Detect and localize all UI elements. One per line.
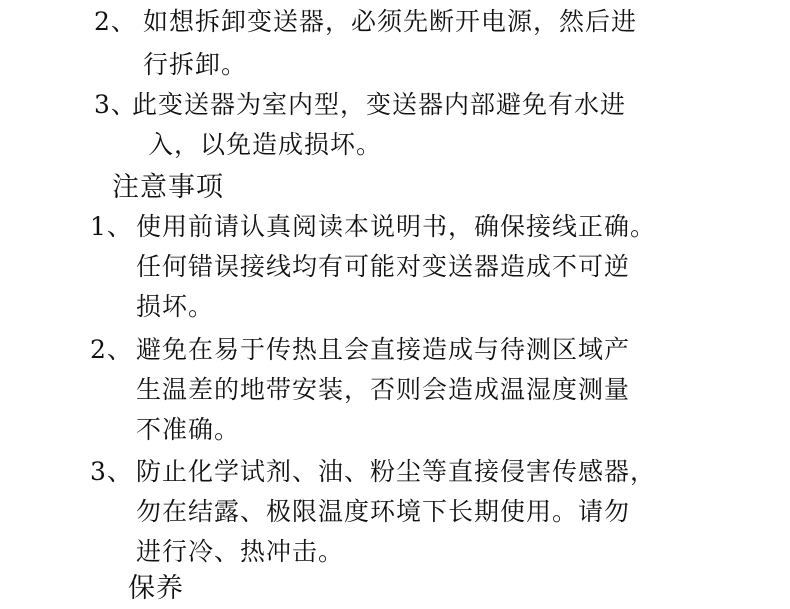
item-text-line: 行拆卸。 — [143, 50, 248, 79]
item-text-line: 避免在易于传热且会直接造成与待测区域产 — [136, 335, 631, 364]
item-text-line: 任何错误接线均有可能对变送器造成不可逆 — [136, 252, 631, 281]
item-text-line: 进行冷、热冲击。 — [136, 537, 345, 566]
item-text-line: 使用前请认真阅读本说明书，确保接线正确。 — [136, 212, 657, 241]
item-number: 2、 — [94, 7, 137, 36]
item-text-line: 生温差的地带安装，否则会造成温湿度测量 — [136, 375, 631, 404]
section-heading: 保养 — [128, 573, 184, 604]
item-text-line: 此变送器为室内型，变送器内部避免有水进 — [132, 90, 627, 119]
item-number: 2、 — [90, 335, 133, 364]
item-text-line: 防止化学试剂、油、粉尘等直接侵害传感器， — [136, 457, 657, 486]
item-text-line: 损坏。 — [136, 292, 215, 321]
item-number: 3、 — [94, 90, 137, 119]
section-heading: 注意事项 — [112, 172, 224, 203]
item-number: 3、 — [90, 457, 133, 486]
item-text-line: 入，以免造成损坏。 — [148, 130, 383, 159]
item-text-line: 不准确。 — [136, 415, 241, 444]
item-text-line: 如想拆卸变送器，必须先断开电源，然后进 — [143, 7, 638, 36]
item-text-line: 勿在结露、极限温度环境下长期使用。请勿 — [136, 497, 631, 526]
item-number: 1、 — [90, 212, 133, 241]
